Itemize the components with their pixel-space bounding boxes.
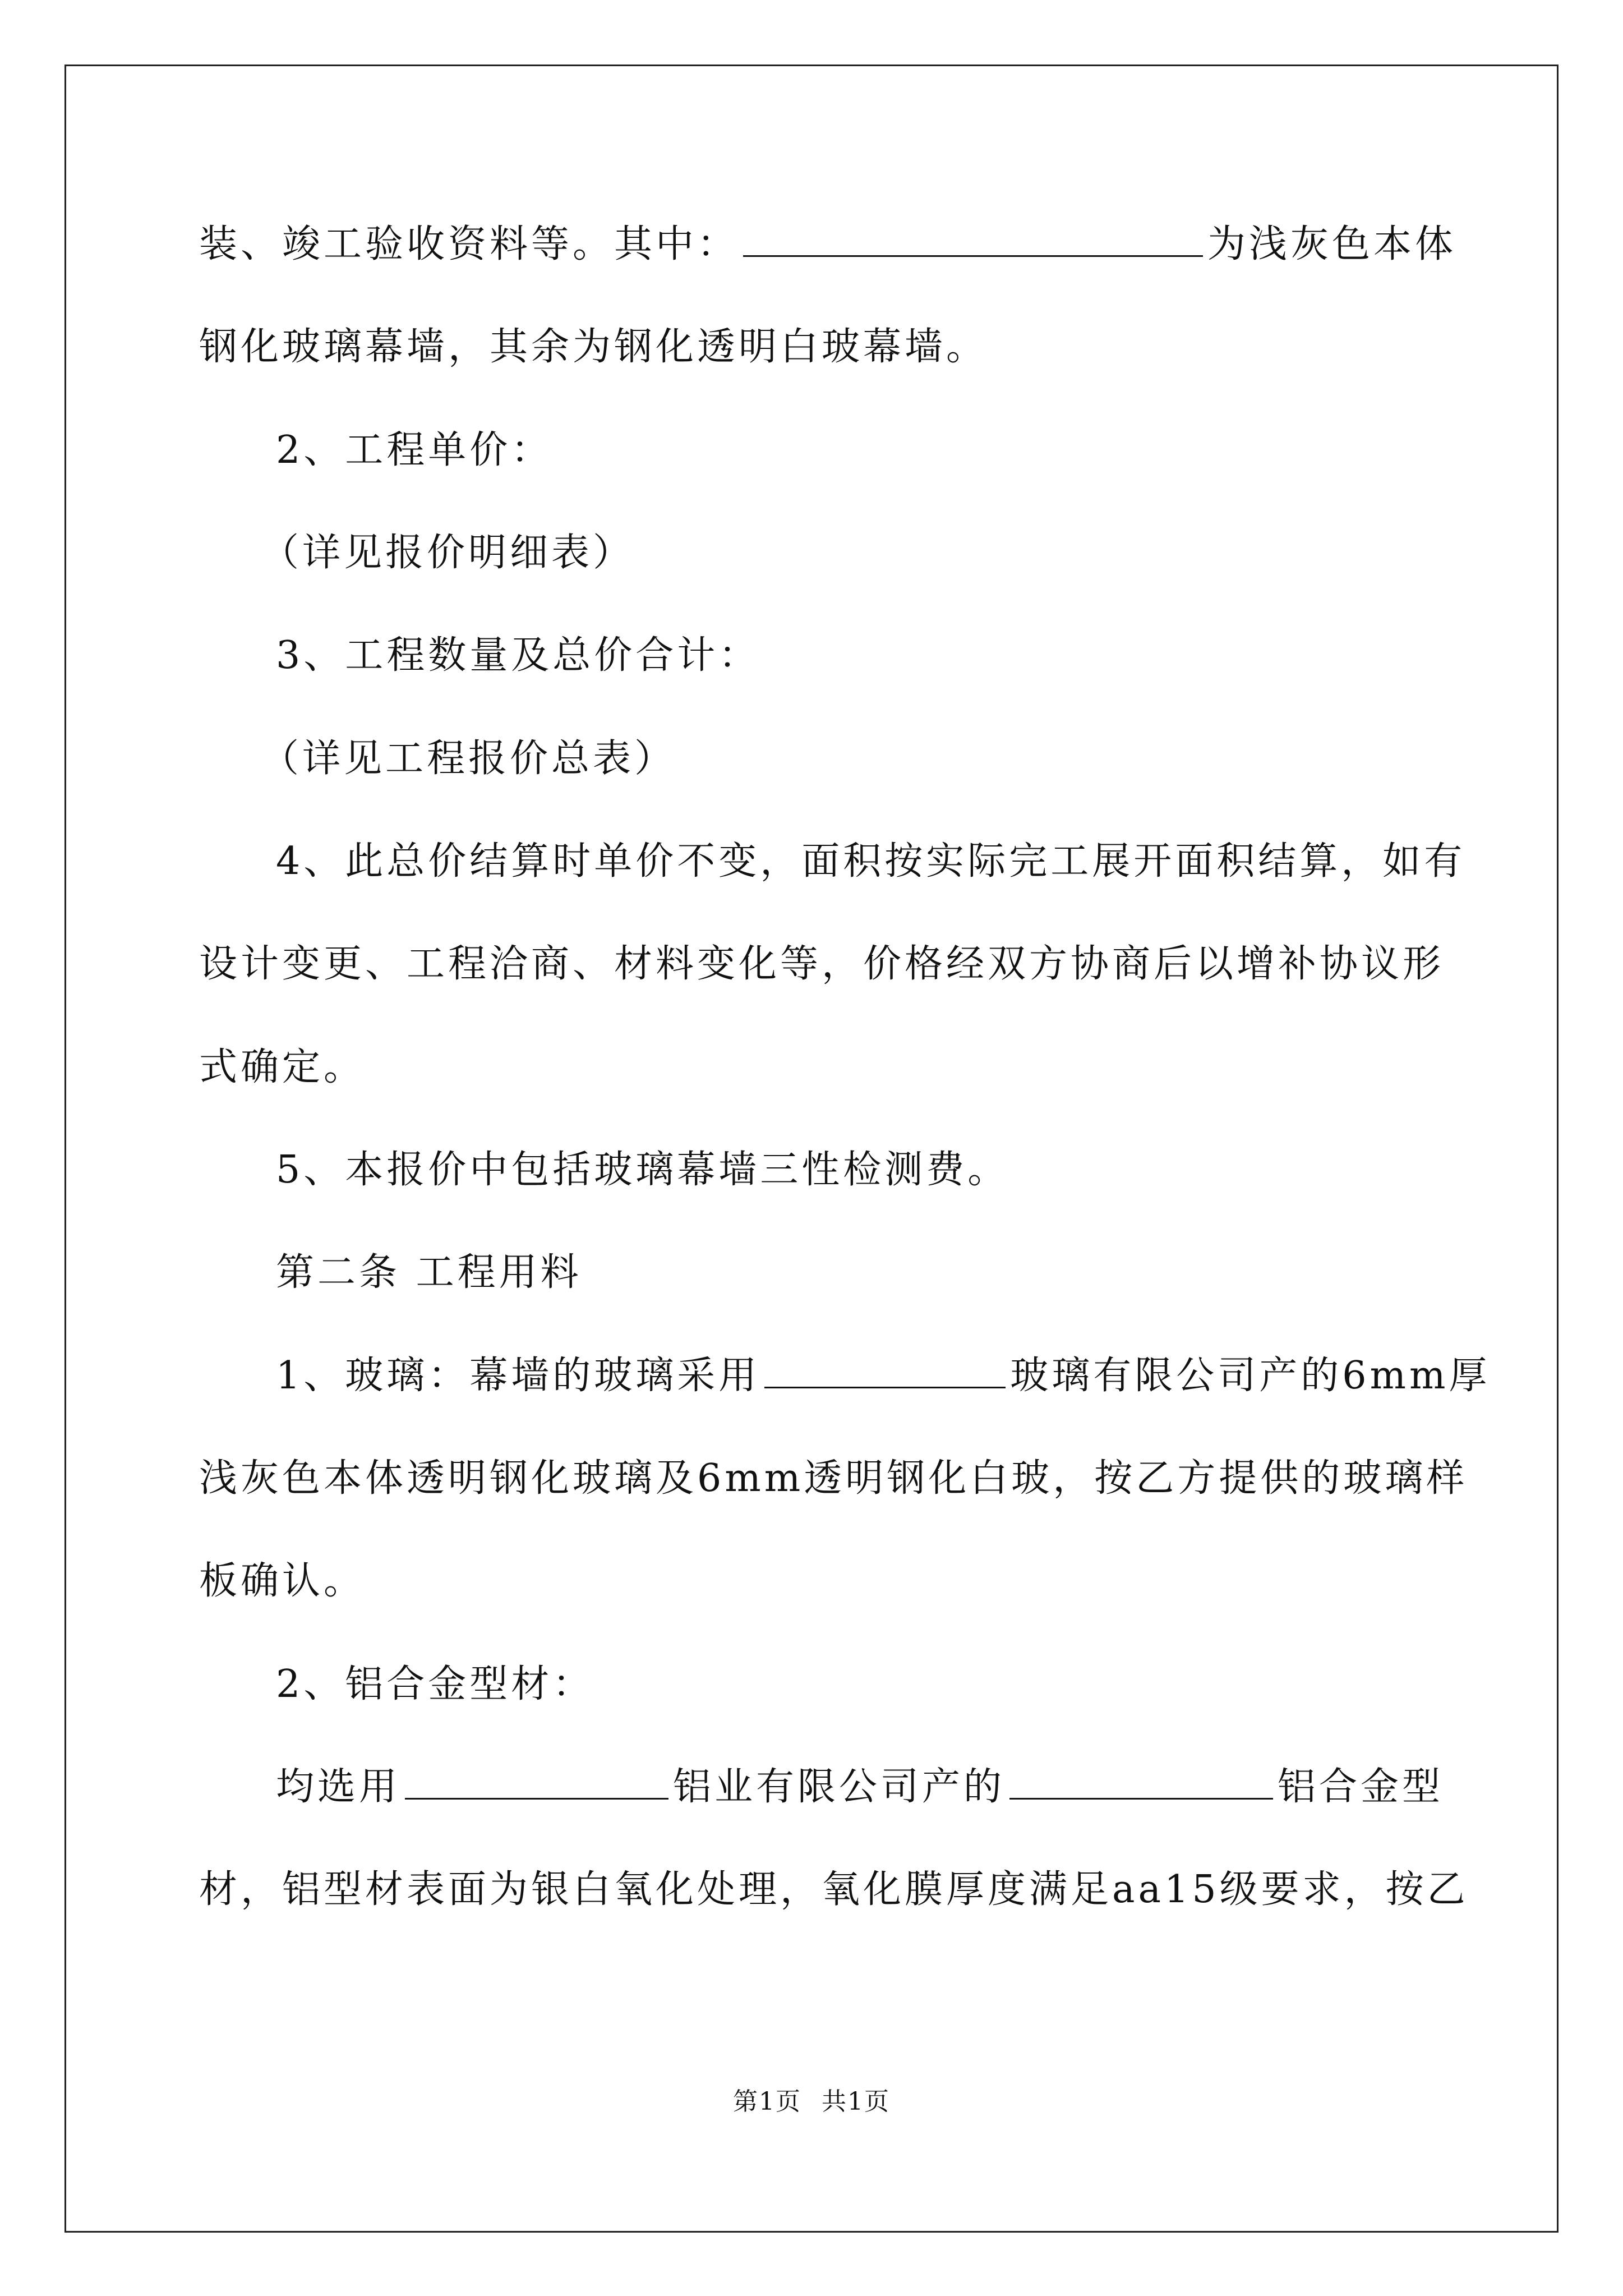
section-heading: 2、工程单价： xyxy=(276,428,553,472)
fill-in-blank[interactable] xyxy=(764,1352,1006,1388)
line-text: 1、玻璃：幕墙的玻璃采用 xyxy=(276,1354,760,1398)
paragraph-line: 式确定。 xyxy=(199,1045,366,1089)
fill-in-blank[interactable] xyxy=(405,1763,668,1800)
section-heading: 2、铝合金型材： xyxy=(276,1662,594,1706)
paragraph-line: （详见工程报价总表） xyxy=(261,737,676,781)
paragraph-line: 设计变更、工程洽商、材料变化等，价格经双方协商后以增补协议形 xyxy=(199,942,1445,986)
section-heading: 3、工程数量及总价合计： xyxy=(276,633,760,678)
paragraph-line xyxy=(276,1761,1444,1813)
fill-in-blank[interactable] xyxy=(1009,1763,1273,1800)
line-text: 装、竣工验收资料等。其中： xyxy=(199,222,739,266)
paragraph-line-2: 钢化玻璃幕墙，其余为钢化透明白玻幕墙。 xyxy=(199,325,988,369)
page-total: 共1页 xyxy=(822,2087,890,2116)
line-text: 铝合金型 xyxy=(1278,1765,1444,1809)
paragraph-line xyxy=(276,1350,1491,1402)
page-footer xyxy=(0,2081,1623,2117)
line-text: 铝业有限公司产的 xyxy=(673,1765,1006,1809)
paragraph-line-1 xyxy=(199,219,1456,270)
line-text: 为浅灰色本体 xyxy=(1207,222,1457,266)
page-number: 第1页 xyxy=(733,2087,801,2116)
fill-in-blank[interactable] xyxy=(743,220,1203,257)
article-heading: 第二条 工程用料 xyxy=(276,1250,582,1295)
paragraph-line: 5、本报价中包括玻璃幕墙三性检测费。 xyxy=(276,1148,1009,1192)
paragraph-line: （详见报价明细表） xyxy=(261,531,635,575)
line-text: 均选用 xyxy=(276,1765,401,1809)
line-text: 玻璃有限公司产的6mm厚 xyxy=(1010,1354,1491,1398)
paragraph-line: 浅灰色本体透明钢化玻璃及6mm透明钢化白玻，按乙方提供的玻璃样 xyxy=(199,1456,1468,1501)
paragraph-line: 材，铝型材表面为银白氧化处理，氧化膜厚度满足aa15级要求，按乙 xyxy=(199,1867,1469,1912)
paragraph-line: 板确认。 xyxy=(199,1559,366,1603)
paragraph-line: 4、此总价结算时单价不变，面积按实际完工展开面积结算，如有 xyxy=(276,839,1466,884)
